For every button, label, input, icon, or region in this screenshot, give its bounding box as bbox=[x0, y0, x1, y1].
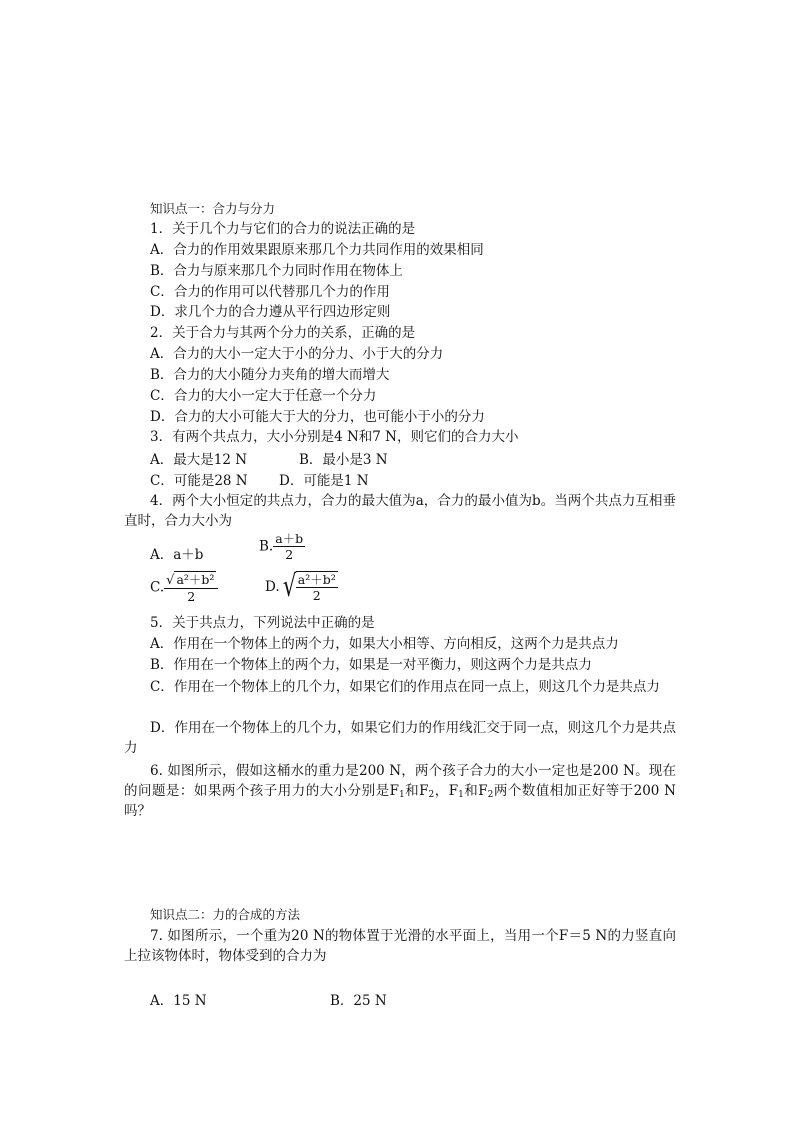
q6-text: 6. 如图所示，假如这桶水的重力是200 N，两个孩子合力的大小一定也是200 N。现在的问题是：如果两个孩子用力的大小分别是$F_1$和$F_2$，$F_1$和$F_2$两个数值相加正好等于200 N吗？ bbox=[124, 763, 676, 819]
q5-option-c: C．作用在一个物体上的几个力，如果它们的作用点在同一点上，则这几个力是共点力 bbox=[150, 679, 660, 695]
q4-option-b-numerator: a＋b bbox=[275, 531, 304, 546]
q4-option-c-radicand: a²＋b² bbox=[176, 572, 215, 587]
q2-option-a: A．合力的大小一定大于小的分力、小于大的分力 bbox=[150, 346, 444, 362]
q4-option-d-denominator: 2 bbox=[312, 588, 321, 603]
q4-option-d-fraction bbox=[296, 571, 338, 603]
q4-stem: 4．两个大小恒定的共点力，合力的最大值为a，合力的最小值为b。当两个共点力互相垂直时，合力大小为 bbox=[124, 493, 676, 529]
q1-option-c: C．合力的作用可以代替那几个力的作用 bbox=[150, 284, 390, 300]
q1-stem: 1．关于几个力与它们的合力的说法正确的是 bbox=[150, 221, 416, 237]
q2-option-d: D．合力的大小可能大于大的分力，也可能小于小的分力 bbox=[150, 409, 485, 425]
q3-option-b: B．最小是3 N bbox=[299, 452, 388, 468]
q1-option-b: B．合力与原来那几个力同时作用在物体上 bbox=[150, 263, 403, 279]
q3-option-c: C．可能是28 N bbox=[150, 473, 248, 489]
q4-option-b-fraction bbox=[273, 531, 305, 562]
q4-option-c-denominator: 2 bbox=[187, 589, 196, 604]
q5-stem: 5．关于共点力，下列说法中正确的是 bbox=[150, 615, 375, 631]
q5-option-a: A．作用在一个物体上的两个力，如果大小相等、方向相反，这两个力是共点力 bbox=[150, 636, 619, 652]
q1-option-d: D．求几个力的合力遵从平行四边形定则 bbox=[150, 304, 391, 320]
q4-option-c-fraction bbox=[164, 571, 218, 604]
q1-option-a: A．合力的作用效果跟原来那几个力共同作用的效果相同 bbox=[150, 242, 484, 258]
q4-option-d-label: D. bbox=[265, 579, 280, 595]
section1-heading: 知识点一：合力与分力 bbox=[150, 201, 276, 216]
q4-option-b-denominator: 2 bbox=[285, 547, 294, 562]
q7-option-a: A．15 N bbox=[150, 993, 207, 1009]
q4-option-c bbox=[150, 571, 218, 604]
q5-option-b: B．作用在一个物体上的两个力，如果是一对平衡力，则这两个力是共点力 bbox=[150, 657, 592, 673]
section2-heading: 知识点二：力的合成的方法 bbox=[150, 907, 301, 922]
q4-option-d-numerator: a²＋b² bbox=[297, 572, 336, 587]
q7-option-b: B．25 N bbox=[330, 993, 387, 1009]
q4-option-a: A．a＋b bbox=[150, 547, 204, 563]
q4-option-c-label: C. bbox=[150, 579, 165, 596]
q3-stem: 3．有两个共点力，大小分别是4 N和7 N，则它们的合力大小 bbox=[150, 429, 519, 445]
q2-option-b: B．合力的大小随分力夹角的增大而增大 bbox=[150, 367, 390, 383]
q5-option-d: D．作用在一个物体上的几个力，如果它们力的作用线汇交于同一点，则这几个力是共点力 bbox=[124, 720, 676, 756]
sqrt-symbol: √ bbox=[282, 569, 296, 604]
q4-option-b bbox=[259, 531, 305, 562]
q2-stem: 2．关于合力与其两个分力的关系，正确的是 bbox=[150, 325, 416, 341]
q3-option-a: A．最大是12 N bbox=[150, 452, 248, 468]
q3-option-d: D．可能是1 N bbox=[279, 473, 369, 489]
q4-option-d bbox=[265, 571, 338, 603]
q4-option-b-label: B. bbox=[259, 538, 274, 555]
q2-option-c: C．合力的大小一定大于任意一个分力 bbox=[150, 388, 377, 404]
sqrt-symbol: √ bbox=[166, 573, 175, 588]
q7-stem: 7. 如图所示，一个重为20 N的物体置于光滑的水平面上，当用一个F＝5 N的力竖直向上拉该物体时，物体受到的合力为 bbox=[124, 928, 676, 964]
